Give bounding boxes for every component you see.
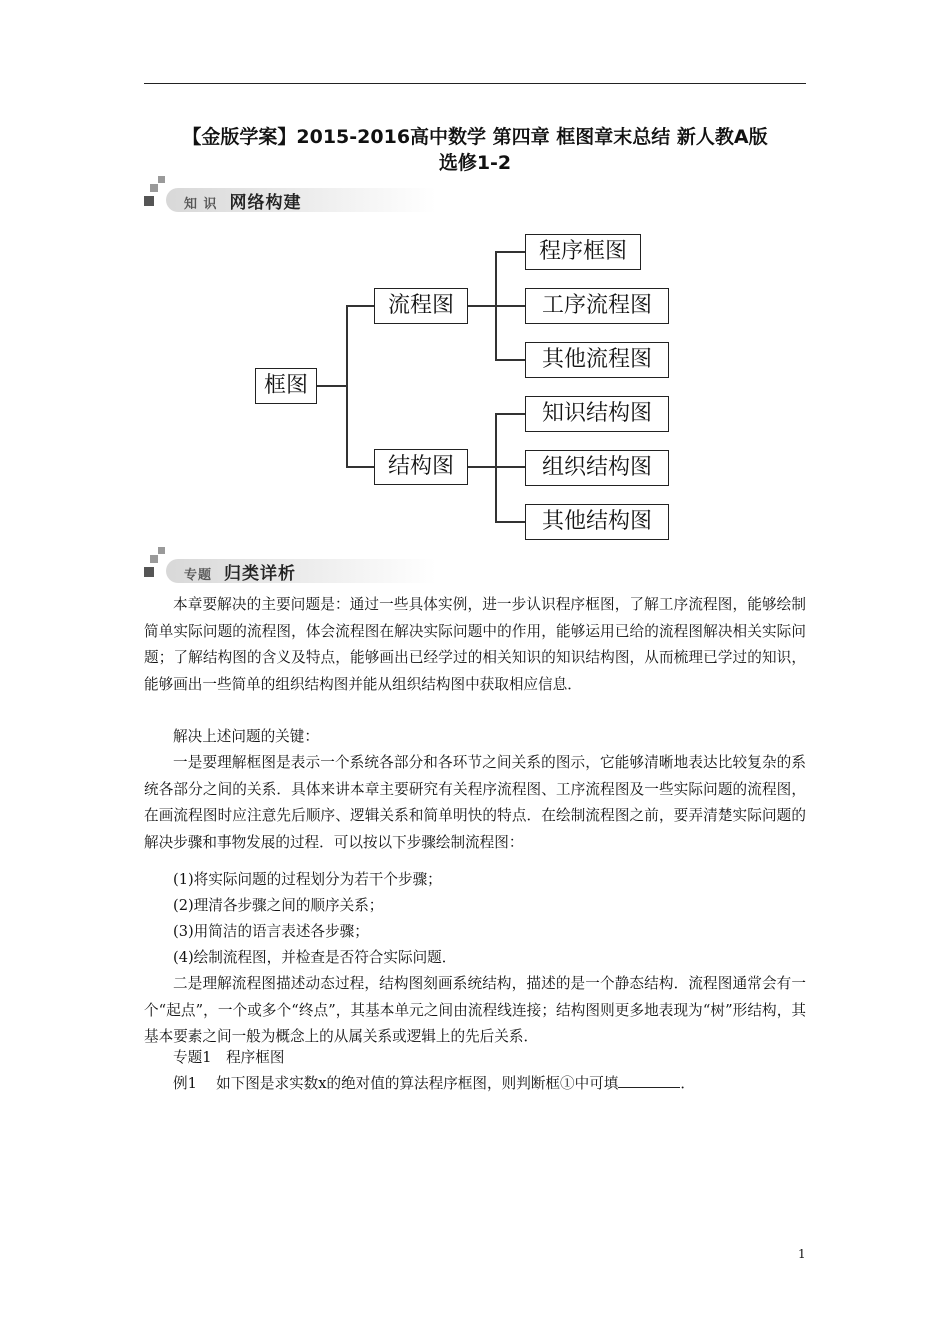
banner-square [144, 196, 154, 206]
connector [346, 466, 374, 468]
node-flow-child: 工序流程图 [525, 288, 669, 324]
banner-square [158, 547, 165, 554]
banner-label: 专题 归类详析 [184, 564, 297, 584]
title-line-2: 选修1-2 [438, 152, 512, 174]
paragraph-first: 一是要理解框图是表示一个系统各部分和各环节之间关系的图示，它能够清晰地表达比较复杂的系统各部分之间的关系．具体来讲本章主要研究有关程序流程图、工序流程图及一些实际问题的流程图，在画流程图时应注意先后顺序、逻辑关系和简单明快的特点．在绘制流程图之前，要弄清楚实际问题的解决步骤和事物发展的过程．可以按以下步骤绘制流程图： [144, 754, 806, 851]
connector [317, 385, 346, 387]
node-struct-child: 知识结构图 [525, 396, 669, 432]
section-banner-knowledge [144, 176, 444, 216]
paragraph-intro: 本章要解决的主要问题是：通过一些具体实例，进一步认识程序框图，了解工序流程图，能够绘制简单实际问题的流程图，体会流程图在解决实际问题中的作用，能够运用已给的流程图解决相关实际问题；了解结构图的含义及特点，能够画出已经学过的相关知识的知识结构图，从而梳理已学过的知识，能够画出一些简单的组织结构图并能从组织结构图中获取相应信息． [144, 596, 806, 693]
connector [495, 251, 525, 253]
step-4: (4)绘制流程图，并检查是否符合实际问题． [173, 949, 457, 966]
banner-square [150, 184, 158, 192]
connector [346, 305, 374, 307]
paragraph-key: 解决上述问题的关键： [173, 728, 319, 745]
answer-blank [618, 1073, 680, 1088]
connector [495, 521, 525, 523]
node-flow-child: 程序框图 [525, 234, 641, 270]
connector [495, 413, 525, 415]
example-1: 例1 如下图是求实数x的绝对值的算法程序框图，则判断框①中可填 ． [173, 1075, 695, 1092]
connector [346, 305, 348, 467]
title-line-1: 【金版学案】2015-2016高中数学 第四章 框图章末总结 新人教A版 [182, 126, 768, 148]
banner-square [158, 176, 165, 183]
connector [495, 359, 525, 361]
connector [495, 305, 525, 307]
node-struct-child: 组织结构图 [525, 450, 669, 486]
connector [468, 466, 495, 468]
node-flow: 流程图 [374, 288, 468, 324]
node-struct-child: 其他结构图 [525, 504, 669, 540]
banner-square [150, 555, 158, 563]
page-number: 1 [798, 1247, 806, 1261]
section-banner-topics [144, 547, 444, 587]
node-struct: 结构图 [374, 449, 468, 485]
node-root: 框图 [255, 368, 317, 404]
topic-heading: 专题1 程序框图 [173, 1049, 285, 1066]
connector [468, 305, 495, 307]
banner-square [144, 567, 154, 577]
connector [495, 466, 525, 468]
step-2: (2)理清各步骤之间的顺序关系； [173, 897, 384, 914]
step-3: (3)用简洁的语言表述各步骤； [173, 923, 369, 940]
paragraph-second: 二是理解流程图描述动态过程，结构图刻画系统结构，描述的是一个静态结构．流程图通常会有一个“起点”，一个或多个“终点”，其基本单元之间由流程线连接；结构图则更多地表现为“树”形结构，其基本要素之间一般为概念上的从属关系或逻辑上的先后关系． [144, 975, 806, 1045]
top-rule [144, 83, 806, 84]
banner-label: 知 识 网络构建 [184, 193, 302, 213]
page-title [144, 124, 806, 176]
node-flow-child: 其他流程图 [525, 342, 669, 378]
step-1: (1)将实际问题的过程划分为若干个步骤； [173, 871, 442, 888]
connector [495, 413, 497, 522]
